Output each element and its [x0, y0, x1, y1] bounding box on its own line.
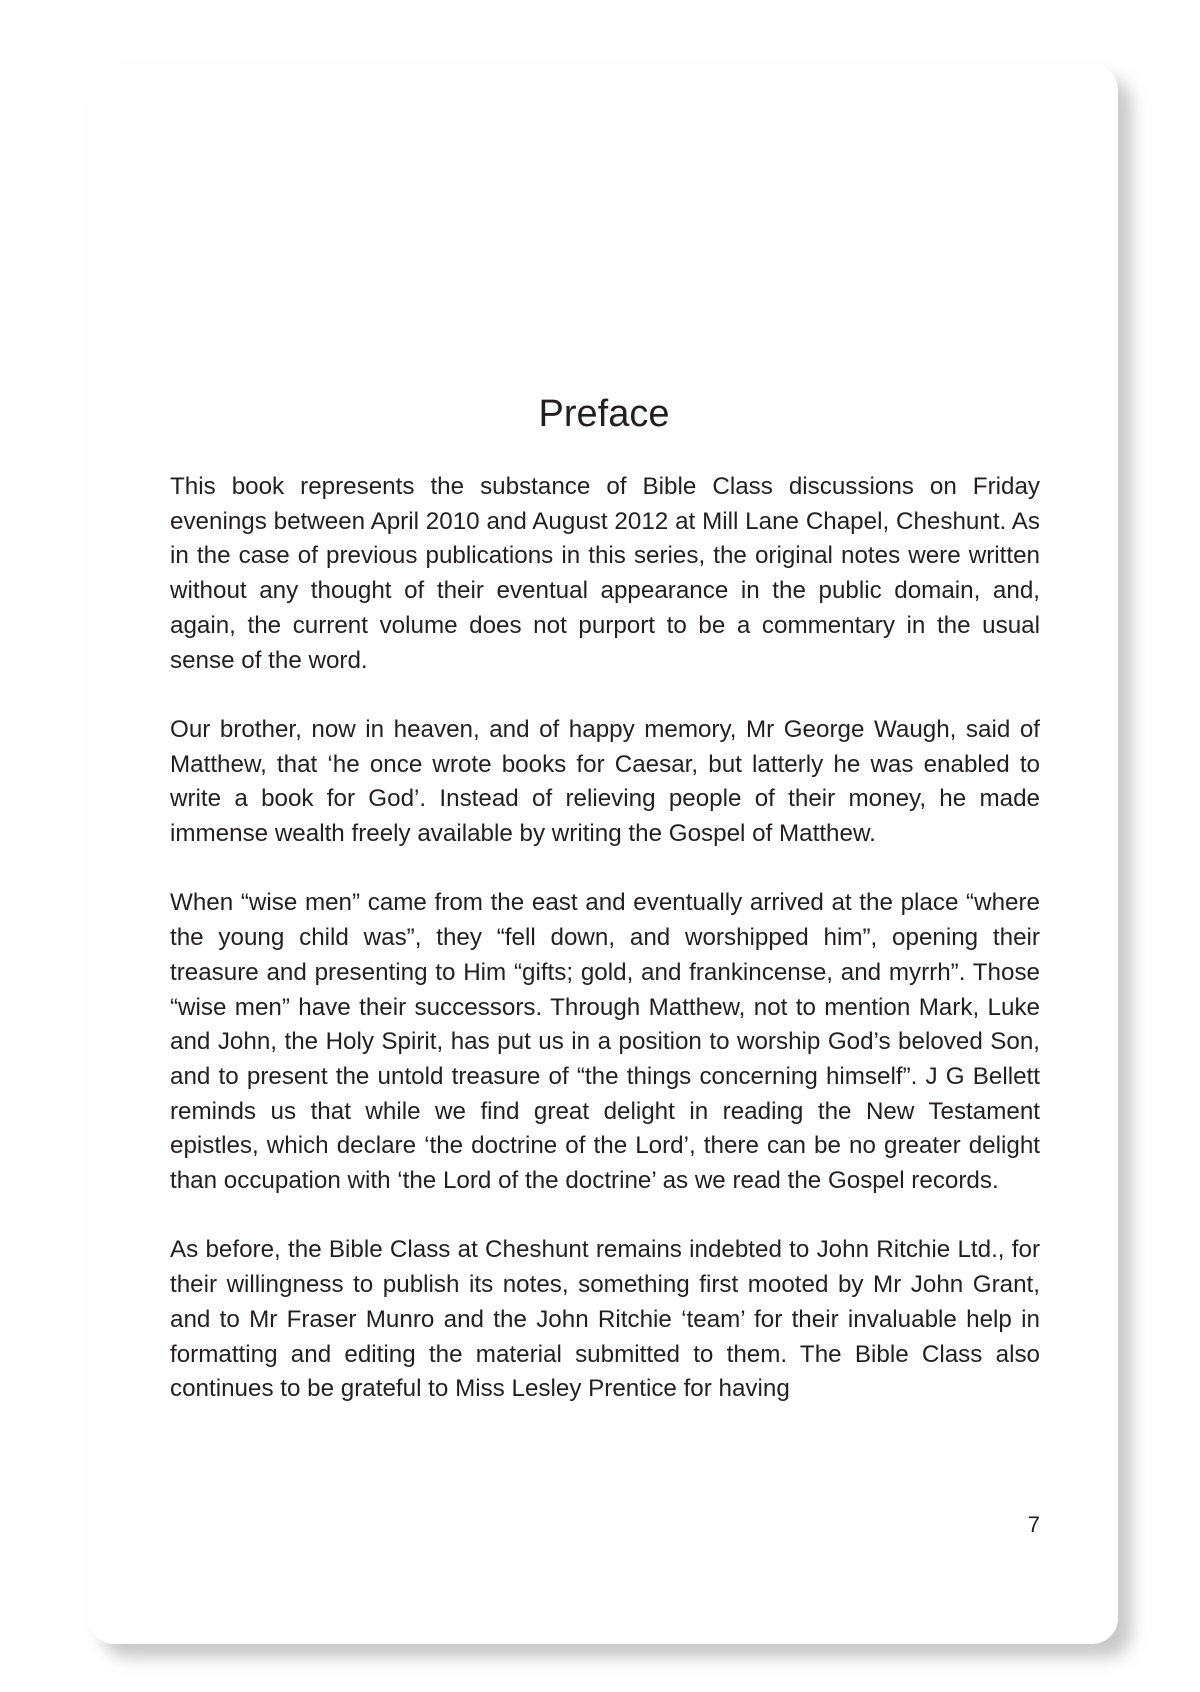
paragraph-4: As before, the Bible Class at Cheshunt remains indebted to John Ritchie Ltd., for their willingness to publish its notes, something first mooted by Mr John Grant, and to Mr Fraser Munro and the John Ritchie ‘team’ for their invaluable help in formatting and editing the material submitted to them. The Bible Class also continues to be grateful to Miss Lesley Prentice for having [170, 1236, 1040, 1403]
paragraph-1: This book represents the substance of Bible Class discussions on Friday evenings between April 2010 and August 2012 at Mill Lane Chapel, Cheshunt. As in the case of previous publications in this series, the original notes were written without any thought of their eventual appearance in the public domain, and, again, the current volume does not purport to be a commentary in the usual sense of the word. [170, 473, 1040, 674]
page-title: Preface [538, 393, 670, 435]
paragraph-3: When “wise men” came from the east and eventually arrived at the place “where the young child was”, they “fell down, and worshipped him”, opening their treasure and presenting to Him “gifts; gold, and frankincense, and myrrh”. Those “wise men” have their successors. Through Matthew, not to mention Mark, Luke and John, the Holy Spirit, has put us in a position to worship God’s beloved Son, and to present the untold treasure of “the things concerning himself”. J G Bellett reminds us that while we find great delight in reading the New Testament epistles, which declare ‘the doctrine of the Lord’, there can be no greater delight than occupation with ‘the Lord of the doctrine’ as we read the Gospel records. [170, 889, 1040, 1195]
paragraph-2: Our brother, now in heaven, and of happy memory, Mr George Waugh, said of Matthew, that ‘he once wrote books for Caesar, but latterly he was enabled to write a book for God’. Instead of relieving people of their money, he made immense wealth freely available by writing the Gospel of Matthew. [170, 715, 1040, 848]
page-number: 7 [1027, 1512, 1040, 1537]
preface-body [170, 470, 1040, 1442]
